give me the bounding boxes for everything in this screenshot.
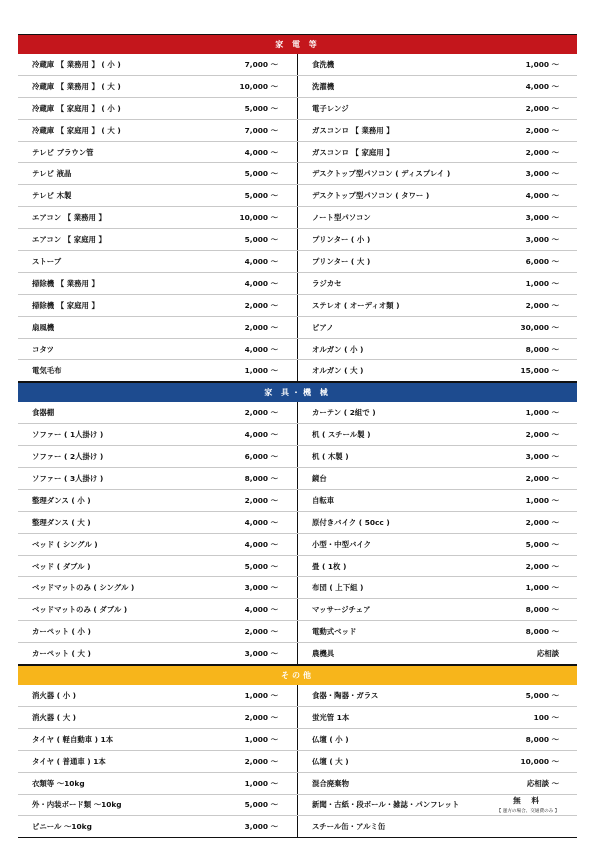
item-name: 洗濯機 bbox=[312, 81, 335, 91]
item-name: 整理ダンス ( 大 ) bbox=[32, 517, 91, 527]
section-furniture-machines bbox=[18, 402, 577, 665]
item-price: 2,000 ～ bbox=[525, 147, 559, 157]
item-price: 4,000 ～ bbox=[525, 81, 559, 91]
right-cell bbox=[298, 185, 577, 206]
item-name: 電動式ベッド bbox=[312, 627, 357, 637]
item-name: 仏壇 ( 大 ) bbox=[312, 756, 349, 766]
item-price: 6,000 ～ bbox=[525, 256, 559, 266]
left-cell bbox=[18, 207, 298, 228]
table-row bbox=[18, 816, 577, 837]
right-cell bbox=[298, 446, 577, 467]
item-price: 8,000 ～ bbox=[244, 473, 278, 483]
table-row bbox=[18, 54, 577, 76]
right-cell bbox=[298, 534, 577, 555]
left-cell bbox=[18, 360, 298, 381]
table-row bbox=[18, 729, 577, 751]
item-name: 布団 ( 上下組 ) bbox=[312, 583, 364, 593]
left-cell bbox=[18, 185, 298, 206]
right-cell bbox=[298, 707, 577, 728]
left-cell bbox=[18, 251, 298, 272]
item-price: 3,000 ～ bbox=[525, 213, 559, 223]
item-name: 蛍光管 1本 bbox=[312, 712, 350, 722]
item-name: テレビ 木製 bbox=[32, 191, 72, 201]
item-name: ピアノ bbox=[312, 322, 334, 332]
item-price: 3,000 ～ bbox=[525, 169, 559, 179]
item-name: 鏡台 bbox=[312, 473, 327, 483]
right-cell bbox=[298, 402, 577, 423]
item-name: ソファー ( 2人掛け ) bbox=[32, 452, 104, 462]
item-name: 冷蔵庫 【 業務用 】 ( 大 ) bbox=[32, 81, 121, 91]
item-name: ベッド ( シングル ) bbox=[32, 539, 98, 549]
left-cell bbox=[18, 295, 298, 316]
item-name: ベッドマットのみ ( シングル ) bbox=[32, 583, 135, 593]
right-cell bbox=[298, 142, 577, 163]
item-name: 消火器 ( 大 ) bbox=[32, 712, 77, 722]
item-price: 8,000 ～ bbox=[525, 734, 559, 744]
item-price: 2,000 ～ bbox=[525, 430, 559, 440]
right-cell bbox=[298, 54, 577, 75]
item-price: 1,000 ～ bbox=[525, 278, 559, 288]
right-cell bbox=[298, 360, 577, 381]
item-name: ガスコンロ 【 業務用 】 bbox=[312, 125, 394, 135]
item-name: 混合廃棄物 bbox=[312, 778, 349, 788]
left-cell bbox=[18, 76, 298, 97]
item-price: 応相談 bbox=[536, 649, 559, 659]
right-cell bbox=[298, 98, 577, 119]
left-cell bbox=[18, 599, 298, 620]
item-name: 机 ( 木製 ) bbox=[312, 452, 349, 462]
price-sheet bbox=[18, 34, 577, 838]
right-cell bbox=[298, 577, 577, 598]
item-name: 小型・中型バイク bbox=[312, 539, 371, 549]
right-cell bbox=[298, 424, 577, 445]
item-name: ソファー ( 3人掛け ) bbox=[32, 473, 104, 483]
item-price: 10,000 ～ bbox=[239, 213, 278, 223]
item-name: 冷蔵庫 【 家庭用 】 ( 大 ) bbox=[32, 125, 121, 135]
item-name: 外・内装ボード類 ～10kg bbox=[32, 800, 122, 810]
table-row bbox=[18, 643, 577, 664]
left-cell bbox=[18, 707, 298, 728]
item-name: ノート型パソコン bbox=[312, 213, 371, 223]
table-row bbox=[18, 142, 577, 164]
item-price: 4,000 ～ bbox=[244, 344, 278, 354]
right-cell bbox=[298, 339, 577, 360]
left-cell bbox=[18, 643, 298, 664]
section-others bbox=[18, 685, 577, 838]
right-cell bbox=[298, 816, 577, 837]
right-cell bbox=[298, 795, 577, 816]
table-row bbox=[18, 360, 577, 381]
table-row bbox=[18, 98, 577, 120]
item-price: 1,000 ～ bbox=[525, 408, 559, 418]
item-name: カーペット ( 小 ) bbox=[32, 627, 91, 637]
item-name: プリンター ( 小 ) bbox=[312, 235, 371, 245]
item-name: 自転車 bbox=[312, 495, 335, 505]
table-row bbox=[18, 556, 577, 578]
item-name: 整理ダンス ( 小 ) bbox=[32, 495, 91, 505]
item-price: 4,000 ～ bbox=[244, 430, 278, 440]
item-price: 3,000 ～ bbox=[244, 822, 278, 832]
item-price: 2,000 ～ bbox=[525, 103, 559, 113]
item-price: 5,000 ～ bbox=[244, 103, 278, 113]
item-price: 1,000 ～ bbox=[244, 366, 278, 376]
right-cell bbox=[298, 751, 577, 772]
item-price: 1,000 ～ bbox=[244, 690, 278, 700]
item-price: 2,000 ～ bbox=[525, 473, 559, 483]
item-name: 掃除機 【 家庭用 】 bbox=[32, 300, 99, 310]
table-row bbox=[18, 76, 577, 98]
item-price: 2,000 ～ bbox=[525, 517, 559, 527]
left-cell bbox=[18, 468, 298, 489]
right-cell bbox=[298, 273, 577, 294]
item-price: 2,000 ～ bbox=[244, 712, 278, 722]
table-row bbox=[18, 490, 577, 512]
left-cell bbox=[18, 54, 298, 75]
item-name: ステレオ ( オーディオ類 ) bbox=[312, 300, 400, 310]
free-note: 【 運方の場合、交通費のみ 】 bbox=[496, 809, 560, 815]
table-row bbox=[18, 317, 577, 339]
right-cell bbox=[298, 490, 577, 511]
item-price: 3,000 ～ bbox=[244, 583, 278, 593]
item-price: 2,000 ～ bbox=[244, 627, 278, 637]
left-cell bbox=[18, 490, 298, 511]
right-cell bbox=[298, 163, 577, 184]
item-price: 5,000 ～ bbox=[525, 690, 559, 700]
item-name: 原付きバイク ( 50cc ) bbox=[312, 517, 390, 527]
item-price: 10,000 ～ bbox=[239, 81, 278, 91]
item-price: 7,000 ～ bbox=[244, 125, 278, 135]
item-name: プリンター ( 大 ) bbox=[312, 256, 371, 266]
table-row bbox=[18, 707, 577, 729]
item-name: 新聞・古紙・段ボール・雑誌・パンフレット bbox=[312, 800, 460, 810]
right-cell bbox=[298, 729, 577, 750]
item-name: ソファー ( 1人掛け ) bbox=[32, 430, 104, 440]
table-row bbox=[18, 295, 577, 317]
free-label-box bbox=[487, 795, 569, 814]
table-row bbox=[18, 512, 577, 534]
item-price: 2,000 ～ bbox=[244, 300, 278, 310]
item-price: 5,000 ～ bbox=[244, 800, 278, 810]
item-name: ストーブ bbox=[32, 256, 62, 266]
left-cell bbox=[18, 685, 298, 706]
right-cell bbox=[298, 773, 577, 794]
left-cell bbox=[18, 816, 298, 837]
item-price: 2,000 ～ bbox=[244, 756, 278, 766]
item-price: 1,000 ～ bbox=[525, 495, 559, 505]
item-name: 冷蔵庫 【 家庭用 】 ( 小 ) bbox=[32, 103, 121, 113]
item-name: 電子レンジ bbox=[312, 103, 349, 113]
item-name: オルガン ( 小 ) bbox=[312, 344, 364, 354]
table-row bbox=[18, 751, 577, 773]
item-price: 8,000 ～ bbox=[525, 605, 559, 615]
right-cell bbox=[298, 685, 577, 706]
table-row bbox=[18, 163, 577, 185]
table-row bbox=[18, 446, 577, 468]
item-price: 応相談 ～ bbox=[526, 778, 559, 788]
left-cell bbox=[18, 512, 298, 533]
item-name: テレビ 液晶 bbox=[32, 169, 72, 179]
item-name: 衣類等 ～10kg bbox=[32, 778, 85, 788]
right-cell bbox=[298, 76, 577, 97]
table-row bbox=[18, 621, 577, 643]
item-name: 冷蔵庫 【 業務用 】 ( 小 ) bbox=[32, 59, 121, 69]
table-row bbox=[18, 120, 577, 142]
item-name: テレビ ブラウン管 bbox=[32, 147, 94, 157]
item-name: 電気毛布 bbox=[32, 366, 62, 376]
left-cell bbox=[18, 534, 298, 555]
item-price: 4,000 ～ bbox=[244, 539, 278, 549]
item-price: 8,000 ～ bbox=[525, 344, 559, 354]
item-name: コタツ bbox=[32, 344, 54, 354]
item-name: 食器・陶器・ガラス bbox=[312, 690, 379, 700]
item-price: 3,000 ～ bbox=[525, 235, 559, 245]
item-name: 消火器 ( 小 ) bbox=[32, 690, 77, 700]
right-cell bbox=[298, 317, 577, 338]
item-name: ベッドマットのみ ( ダブル ) bbox=[32, 605, 128, 615]
right-cell bbox=[298, 468, 577, 489]
item-name: デスクトップ型パソコン ( タワー ) bbox=[312, 191, 430, 201]
section-header-others: その他 bbox=[18, 665, 577, 685]
item-name: 扇風機 bbox=[32, 322, 55, 332]
right-cell bbox=[298, 643, 577, 664]
right-cell bbox=[298, 556, 577, 577]
left-cell bbox=[18, 795, 298, 816]
item-name: 仏壇 ( 小 ) bbox=[312, 734, 349, 744]
item-price: 5,000 ～ bbox=[525, 539, 559, 549]
right-cell bbox=[298, 207, 577, 228]
item-name: マッサージチェア bbox=[312, 605, 371, 615]
item-price: 6,000 ～ bbox=[244, 452, 278, 462]
left-cell bbox=[18, 773, 298, 794]
item-price: 3,000 ～ bbox=[525, 452, 559, 462]
table-row bbox=[18, 773, 577, 795]
item-name: カーテン ( 2組で ) bbox=[312, 408, 376, 418]
item-price: 30,000 ～ bbox=[520, 322, 559, 332]
table-row bbox=[18, 599, 577, 621]
item-name: スチール缶・アルミ缶 bbox=[312, 822, 386, 832]
free-label: 無 料 bbox=[513, 796, 543, 806]
item-price: 1,000 ～ bbox=[525, 583, 559, 593]
item-price: 7,000 ～ bbox=[244, 59, 278, 69]
left-cell bbox=[18, 273, 298, 294]
item-name: エアコン 【 家庭用 】 bbox=[32, 235, 106, 245]
left-cell bbox=[18, 729, 298, 750]
table-row bbox=[18, 402, 577, 424]
item-name: ベッド ( ダブル ) bbox=[32, 561, 91, 571]
item-price: 4,000 ～ bbox=[244, 605, 278, 615]
item-price: 4,000 ～ bbox=[244, 147, 278, 157]
item-name: デスクトップ型パソコン ( ディスプレイ ) bbox=[312, 169, 451, 179]
item-name: タイヤ ( 普通車 ) 1本 bbox=[32, 756, 106, 766]
item-name: エアコン 【 業務用 】 bbox=[32, 213, 106, 223]
item-price: 8,000 ～ bbox=[525, 627, 559, 637]
left-cell bbox=[18, 556, 298, 577]
item-price: 5,000 ～ bbox=[244, 169, 278, 179]
left-cell bbox=[18, 446, 298, 467]
item-name: 食洗機 bbox=[312, 59, 335, 69]
left-cell bbox=[18, 317, 298, 338]
item-price: 2,000 ～ bbox=[525, 125, 559, 135]
item-name: 食器棚 bbox=[32, 408, 55, 418]
right-cell bbox=[298, 621, 577, 642]
left-cell bbox=[18, 229, 298, 250]
left-cell bbox=[18, 577, 298, 598]
item-price: 2,000 ～ bbox=[525, 561, 559, 571]
left-cell bbox=[18, 120, 298, 141]
table-row bbox=[18, 339, 577, 361]
left-cell bbox=[18, 339, 298, 360]
table-row bbox=[18, 468, 577, 490]
left-cell bbox=[18, 751, 298, 772]
item-price: 10,000 ～ bbox=[520, 756, 559, 766]
item-price: 15,000 ～ bbox=[520, 366, 559, 376]
table-row bbox=[18, 207, 577, 229]
item-name: 農機具 bbox=[312, 649, 335, 659]
item-name: オルガン ( 大 ) bbox=[312, 366, 364, 376]
item-price: 1,000 ～ bbox=[525, 59, 559, 69]
item-price: 2,000 ～ bbox=[244, 322, 278, 332]
item-price: 2,000 ～ bbox=[525, 300, 559, 310]
section-header-appliances: 家 電 等 bbox=[18, 34, 577, 54]
item-name: 机 ( スチール製 ) bbox=[312, 430, 371, 440]
table-row bbox=[18, 185, 577, 207]
item-price: 1,000 ～ bbox=[244, 778, 278, 788]
item-name: カーペット ( 大 ) bbox=[32, 649, 91, 659]
table-row bbox=[18, 534, 577, 556]
right-cell bbox=[298, 251, 577, 272]
left-cell bbox=[18, 402, 298, 423]
item-price: 2,000 ～ bbox=[244, 495, 278, 505]
right-cell bbox=[298, 599, 577, 620]
item-price: 4,000 ～ bbox=[244, 256, 278, 266]
item-name: 掃除機 【 業務用 】 bbox=[32, 278, 99, 288]
item-price: 100 ～ bbox=[533, 712, 559, 722]
right-cell bbox=[298, 512, 577, 533]
section-appliances bbox=[18, 54, 577, 382]
right-cell bbox=[298, 120, 577, 141]
table-row bbox=[18, 577, 577, 599]
item-name: ラジカセ bbox=[312, 278, 342, 288]
left-cell bbox=[18, 621, 298, 642]
left-cell bbox=[18, 98, 298, 119]
item-price: 5,000 ～ bbox=[244, 191, 278, 201]
item-name: 畳 ( 1枚 ) bbox=[312, 561, 347, 571]
item-price: 2,000 ～ bbox=[244, 408, 278, 418]
table-row bbox=[18, 424, 577, 446]
item-price: 3,000 ～ bbox=[244, 649, 278, 659]
right-cell bbox=[298, 295, 577, 316]
left-cell bbox=[18, 142, 298, 163]
item-price: 5,000 ～ bbox=[244, 561, 278, 571]
table-row bbox=[18, 229, 577, 251]
table-row bbox=[18, 273, 577, 295]
table-row bbox=[18, 251, 577, 273]
item-price: 1,000 ～ bbox=[244, 734, 278, 744]
item-price: 5,000 ～ bbox=[244, 235, 278, 245]
item-name: ビニール ～10kg bbox=[32, 822, 92, 832]
item-price: 4,000 ～ bbox=[244, 278, 278, 288]
section-header-furniture-machines: 家 具・機 械 bbox=[18, 382, 577, 402]
left-cell bbox=[18, 163, 298, 184]
right-cell bbox=[298, 229, 577, 250]
table-row bbox=[18, 685, 577, 707]
left-cell bbox=[18, 424, 298, 445]
table-row bbox=[18, 795, 577, 817]
item-price: 4,000 ～ bbox=[525, 191, 559, 201]
item-price: 4,000 ～ bbox=[244, 517, 278, 527]
item-name: タイヤ ( 軽自動車 ) 1本 bbox=[32, 734, 114, 744]
item-name: ガスコンロ 【 家庭用 】 bbox=[312, 147, 394, 157]
